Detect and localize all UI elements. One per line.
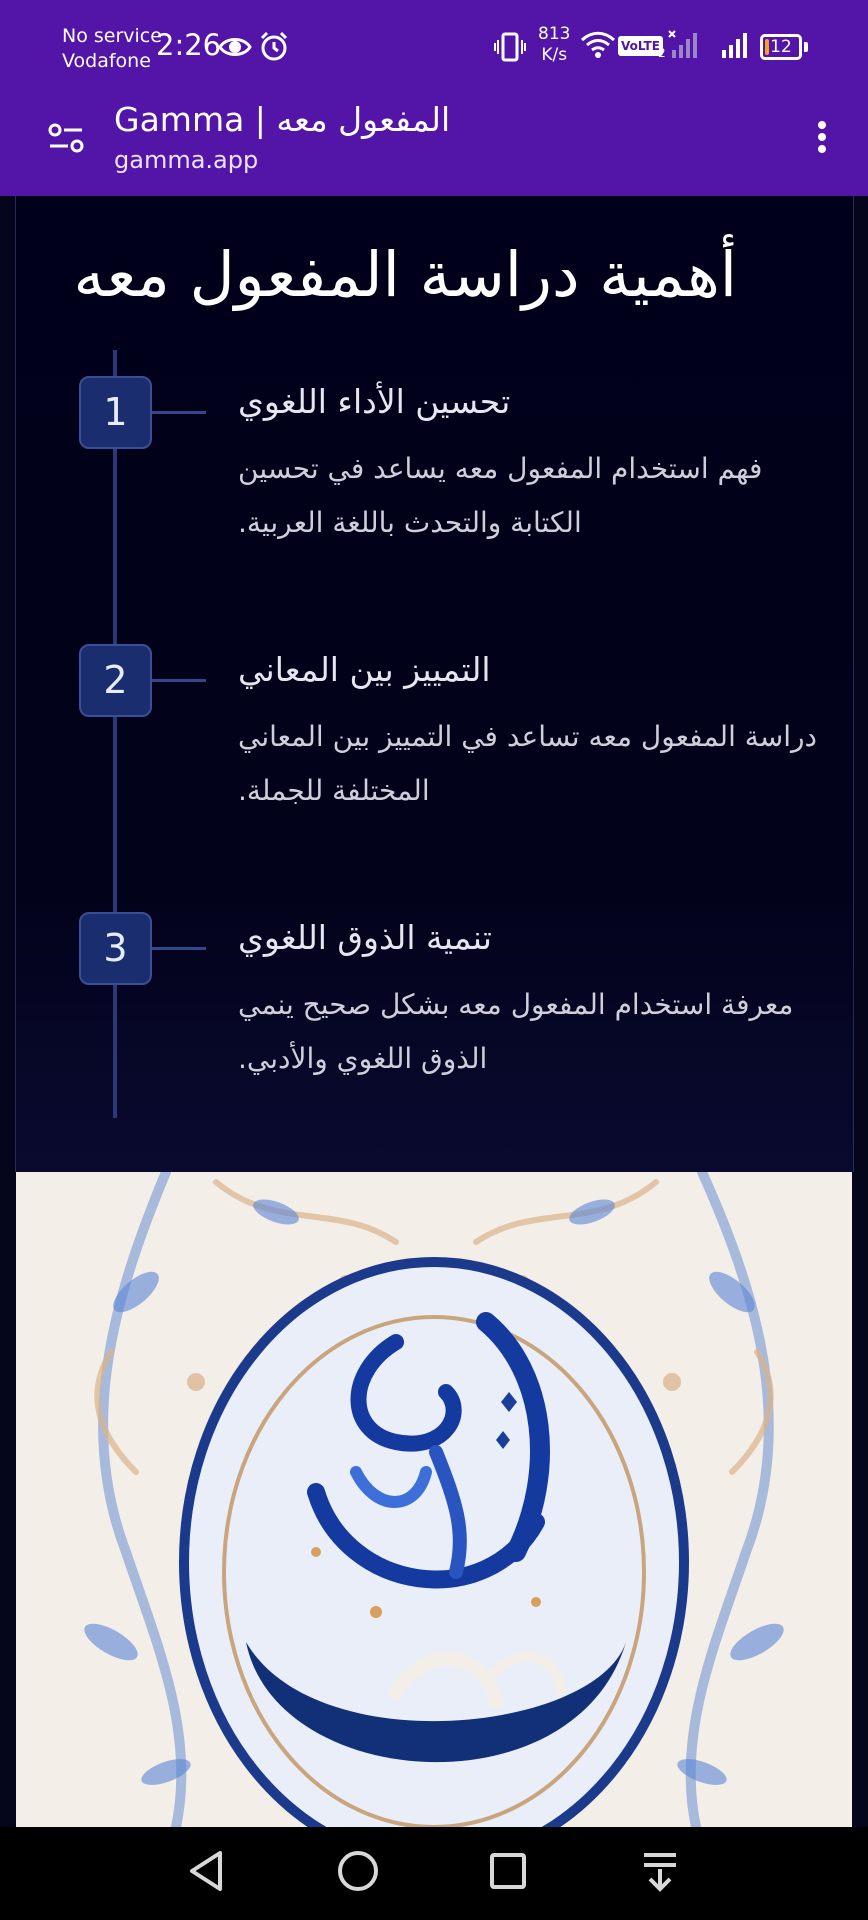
network-speed bbox=[538, 24, 570, 66]
signal-icon bbox=[720, 30, 750, 60]
battery-indicator bbox=[760, 34, 802, 60]
step-text-1: فهم استخدام المفعول معه يساعد في تحسين الكتابة والتحدث باللغة العربية. bbox=[238, 452, 763, 539]
browser-app-bar bbox=[0, 98, 868, 196]
site-settings-icon[interactable] bbox=[48, 122, 84, 154]
top-bar bbox=[0, 0, 868, 196]
step-connector-3 bbox=[152, 947, 206, 950]
section-heading: أهمية دراسة المفعول معه bbox=[73, 238, 737, 311]
step-title-1: تحسين الأداء اللغوي bbox=[238, 382, 511, 421]
timeline-line bbox=[113, 350, 117, 1118]
battery-tip bbox=[804, 42, 808, 52]
calligraphy-image bbox=[16, 1172, 852, 1827]
back-icon[interactable] bbox=[186, 1847, 226, 1895]
page-url[interactable]: gamma.app bbox=[114, 146, 259, 174]
clock: 2:26 bbox=[156, 28, 222, 62]
status-bar bbox=[0, 0, 868, 98]
step-title-3: تنمية الذوق اللغوي bbox=[238, 918, 492, 957]
more-options-icon[interactable] bbox=[808, 118, 836, 158]
signal-no-service-icon bbox=[668, 30, 702, 60]
recents-icon[interactable] bbox=[488, 1847, 528, 1895]
step-connector-2 bbox=[152, 679, 206, 682]
battery-level: 12 bbox=[770, 37, 792, 57]
step-badge-3: 3 bbox=[79, 912, 152, 985]
step-connector-1 bbox=[152, 411, 206, 414]
carrier-info bbox=[62, 24, 162, 74]
carrier-name: Vodafone bbox=[62, 50, 151, 72]
eye-icon bbox=[218, 30, 252, 64]
wifi-icon bbox=[580, 30, 616, 60]
step-badge-2: 2 bbox=[79, 644, 152, 717]
carrier-status: No service bbox=[62, 25, 162, 47]
alarm-icon bbox=[258, 30, 290, 62]
speed-value: 813 bbox=[538, 24, 571, 44]
volte-badge: VoLTE bbox=[618, 36, 663, 56]
step-title-2: التمييز بين المعاني bbox=[238, 650, 491, 689]
content-card bbox=[15, 196, 854, 1172]
system-nav-bar bbox=[0, 1827, 868, 1920]
page-title[interactable]: Gamma | المفعول معه bbox=[114, 100, 451, 139]
home-icon[interactable] bbox=[334, 1847, 382, 1895]
step-text-2: دراسة المفعول معه تساعد في التمييز بين المعاني المختلفة للجملة. bbox=[238, 720, 817, 807]
sim-index: 2 bbox=[658, 46, 666, 60]
vibrate-icon bbox=[494, 30, 526, 64]
step-text-3: معرفة استخدام المفعول معه بشكل صحيح ينمي الذوق اللغوي والأدبي. bbox=[238, 988, 794, 1075]
calligraphy-illustration bbox=[16, 1172, 852, 1827]
speed-unit: K/s bbox=[541, 45, 568, 65]
step-badge-1: 1 bbox=[79, 376, 152, 449]
collapse-icon[interactable] bbox=[640, 1847, 680, 1895]
